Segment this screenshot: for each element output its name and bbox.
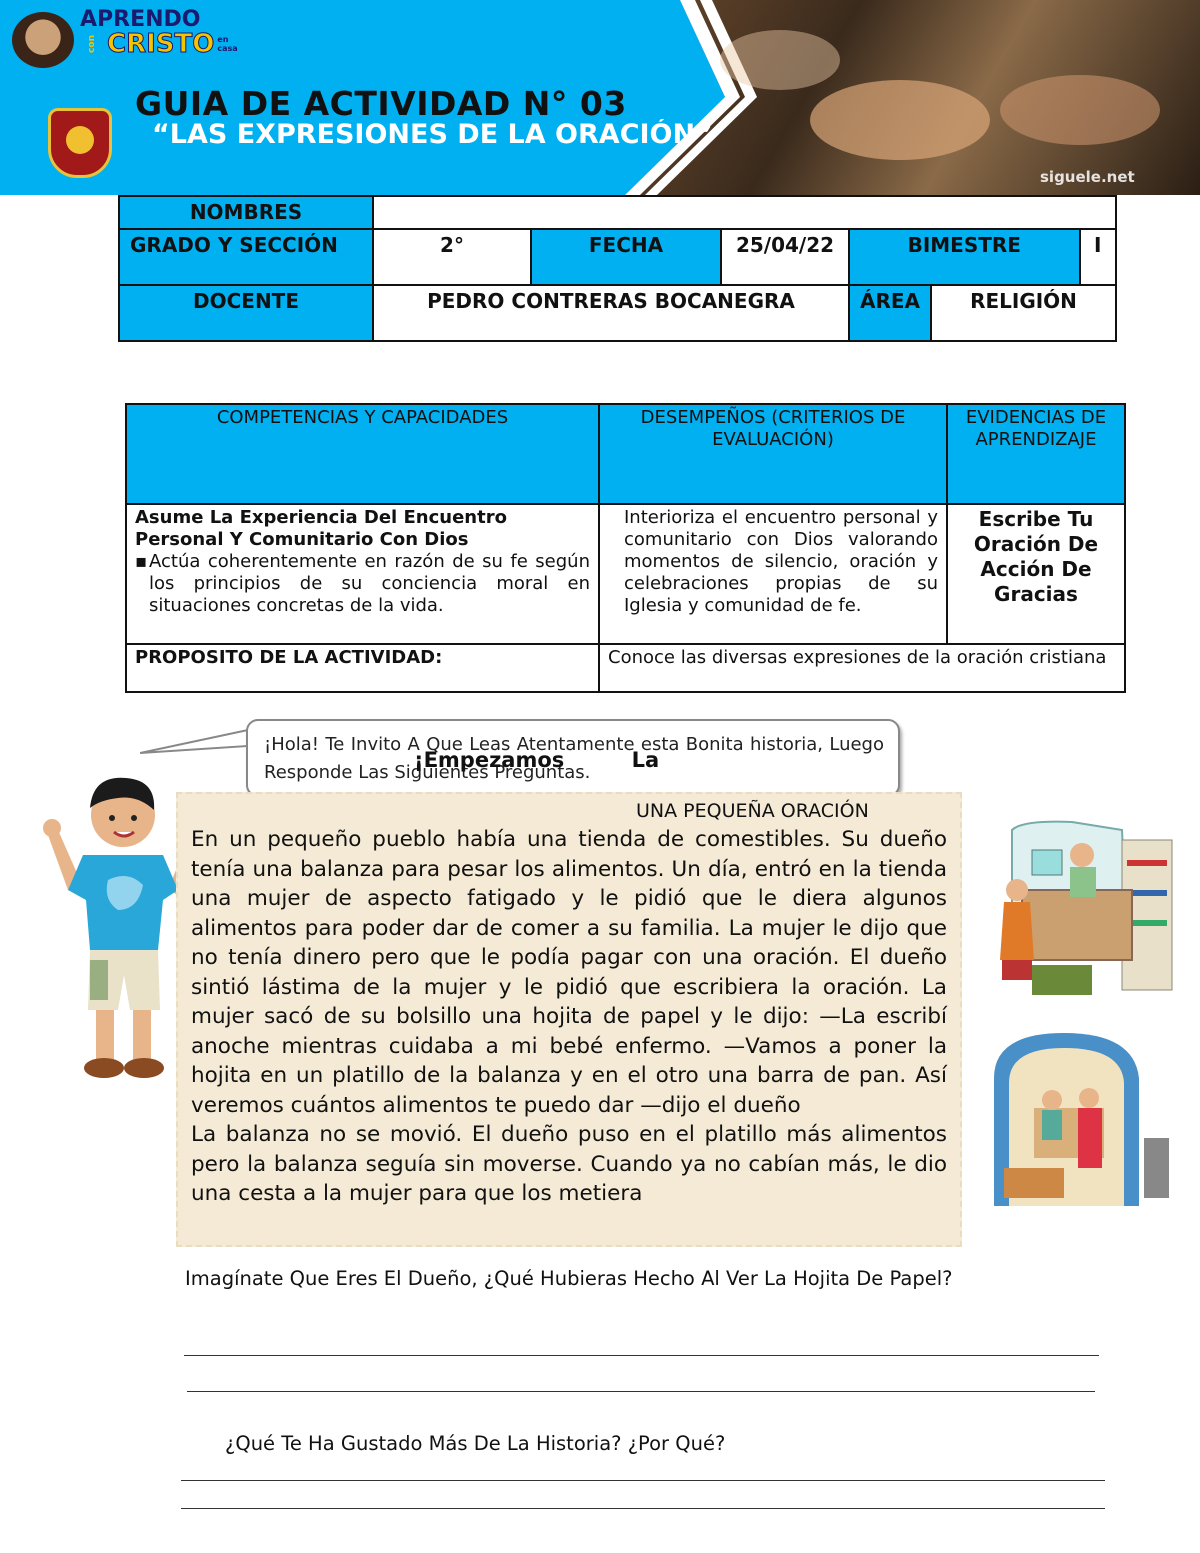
evidencia-text: Escribe Tu Oración De Acción De Gracias (947, 504, 1125, 644)
answer-line-4[interactable] (181, 1508, 1105, 1509)
story-title: UNA PEQUEÑA ORACIÓN (636, 800, 869, 822)
answer-line-3[interactable] (181, 1480, 1105, 1481)
bubble-text: ¡Hola! Te Invito A Que Leas Atentamente esta Bonita historia, Luego Responde Las Siguientes Preguntas. (264, 734, 884, 783)
docente-label: DOCENTE (119, 285, 373, 341)
competencia-title: Asume La Experiencia Del Encuentro Personal Y Comunitario Con Dios (135, 507, 507, 550)
logo-word-con: con (87, 35, 97, 53)
area-label: ÁREA (849, 285, 931, 341)
desempeno-text: Interioriza el encuentro personal y comunitario con Dios valorando momentos de silencio, oración y celebraciones propias de su Iglesia y comunidad de fe. (599, 504, 947, 644)
bubble-tail (140, 728, 252, 758)
fecha-value: 25/04/22 (721, 229, 849, 285)
student-info-table (118, 195, 1117, 342)
proposito-value: Conoce las diversas expresiones de la oración cristiana (599, 644, 1125, 692)
question-1: Imagínate Que Eres El Dueño, ¿Qué Hubieras Hecho Al Ver La Hojita De Papel? (185, 1267, 953, 1290)
bimestre-label: BIMESTRE (849, 229, 1080, 285)
header-banner (0, 0, 1200, 195)
boy-illustration (38, 760, 198, 1090)
header-competencias: COMPETENCIAS Y CAPACIDADES (126, 404, 599, 504)
grado-value: 2° (373, 229, 531, 285)
story-body (191, 825, 947, 1209)
crest-emblem-icon (66, 126, 94, 154)
watermark: siguele.net (1040, 168, 1135, 186)
answer-line-1[interactable] (184, 1355, 1099, 1356)
page-title: GUIA DE ACTIVIDAD N° 03 (135, 84, 627, 123)
competencias-table (125, 403, 1126, 693)
header-evidencias: EVIDENCIAS DE APRENDIZAJE (947, 404, 1125, 504)
bullet-icon: ▪ (135, 551, 148, 572)
fecha-label: FECHA (531, 229, 721, 285)
question-2: ¿Qué Te Ha Gustado Más De La Historia? ¿Por Qué? (225, 1432, 726, 1455)
shop-counter-illustration (962, 820, 1178, 1002)
bimestre-value: I (1080, 229, 1116, 285)
proposito-label: PROPOSITO DE LA ACTIVIDAD: (126, 644, 599, 692)
nombres-label: NOMBRES (119, 196, 373, 229)
competencia-cell (126, 504, 599, 644)
capacidad-text: Actúa coherentemente en razón de su fe según los principios de su conciencia moral en situaciones concretas de la vida. (149, 551, 590, 616)
story-paragraph: La balanza no se movió. El dueño puso en el platillo más alimentos pero la balanza seguía sin moverse. Cuando ya no cabían más, le dio una cesta a la mujer para que los metiera (191, 1122, 947, 1206)
logo-word-aprendo: APRENDO (80, 7, 201, 32)
nombres-field[interactable] (373, 196, 1116, 229)
logo-word-cristo: CRISTO (107, 29, 215, 59)
christ-logo-icon (12, 12, 74, 68)
header-desempenos: DESEMPEÑOS (CRITERIOS DE EVALUACIÓN) (599, 404, 947, 504)
answer-line-2[interactable] (187, 1391, 1095, 1392)
area-value: RELIGIÓN (931, 285, 1116, 341)
empezamos-heading: ¡Empezamos La (414, 748, 660, 772)
logo-word-en-casa: en casa (217, 35, 238, 53)
story-paragraph: En un pequeño pueblo había una tienda de comestibles. Su dueño tenía una balanza para pesar los alimentos. Un día, entró en la tienda una mujer de aspecto fatigado y le pidió que le diera algunos alimentos para poder dar de comer a su familia. La mujer le dijo que no tenía dinero pero que le podía pagar con una oración. El dueño sintió lástima de la mujer y le pidió que escribiera la oración. La mujer sacó de su bolsillo una hojita de papel y le dijo: —La escribí anoche mientras cuidaba a mi bebé enfermo. —Vamos a poner la hojita en un platillo de la balanza y en el otro una barra de pan. Así veremos cuántos alimentos te puedo dar —dijo el dueño (191, 827, 947, 1118)
shop-door-illustration (964, 1028, 1178, 1206)
aprendo-logo (80, 7, 243, 59)
grado-label: GRADO Y SECCIÓN (119, 229, 373, 285)
docente-value: PEDRO CONTRERAS BOCANEGRA (373, 285, 849, 341)
page-subtitle: “LAS EXPRESIONES DE LA ORACIÓN” (152, 119, 713, 150)
